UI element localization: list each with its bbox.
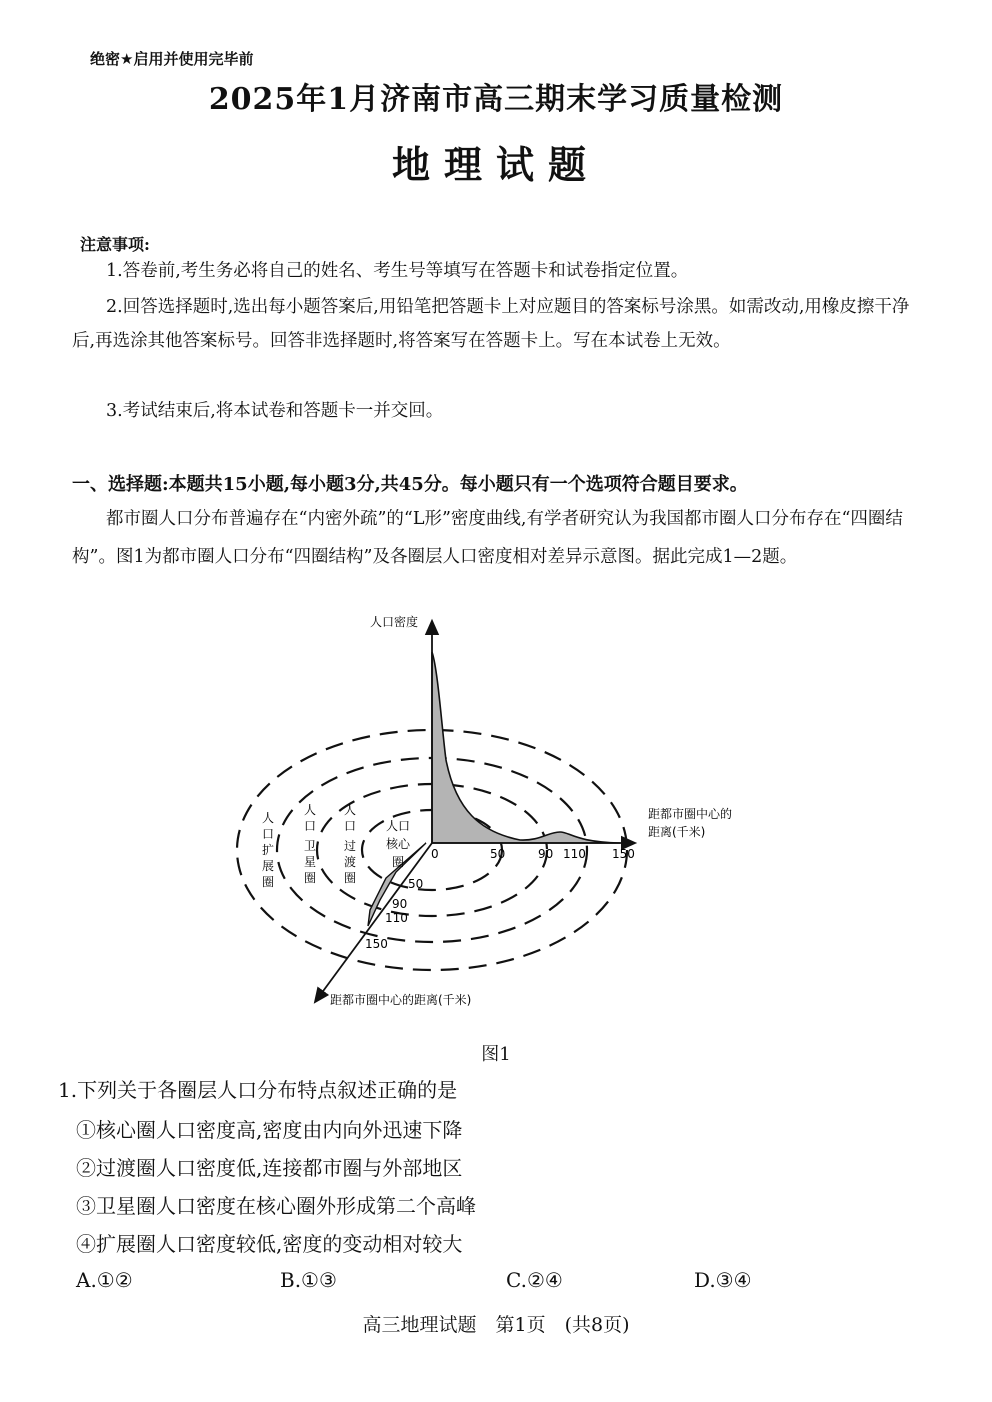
svg-text:圈: 圈 (391, 855, 405, 869)
svg-text:人: 人 (303, 803, 317, 817)
z-axis (318, 843, 432, 998)
choice-a: A.①② (76, 1268, 133, 1292)
question-stem: 1.下列关于各圈层人口分布特点叙述正确的是 (58, 1078, 458, 1102)
x-tick: 0 (431, 847, 439, 861)
svg-text:卫: 卫 (303, 839, 317, 853)
svg-text:人口: 人口 (385, 819, 411, 833)
svg-text:核心: 核心 (385, 837, 411, 851)
section-title: 一、选择题:本题共15小题,每小题3分,共45分。每小题只有一个选项符合题目要求。 (72, 474, 748, 495)
figure-1-diagram (220, 610, 780, 1022)
statement-2: ②过渡圈人口密度低,连接都市圈与外部地区 (76, 1156, 463, 1180)
x-tick: 110 (563, 847, 586, 861)
x-axis-label-2: 距离(千米) (648, 825, 706, 839)
page-footer: 高三地理试题 第1页 (共8页) (362, 1314, 630, 1336)
svg-text:圈: 圈 (261, 875, 275, 889)
figure-caption: 图1 (481, 1044, 511, 1065)
choice-b: B.①③ (280, 1268, 337, 1292)
svg-text:展: 展 (261, 859, 275, 873)
x-tick: 50 (490, 847, 506, 861)
choice-d: D.③④ (694, 1268, 752, 1292)
svg-text:渡: 渡 (343, 855, 357, 869)
svg-text:人: 人 (343, 803, 357, 817)
notice-item-1: 1.答卷前,考生务必将自己的姓名、考生号等填写在答题卡和试卷指定位置。 (106, 261, 689, 281)
y-axis-label: 人口密度 (370, 615, 419, 629)
question-intro: 都市圈人口分布普遍存在“内密外疏”的“L形”密度曲线,有学者研究认为我国都市圈人口分布存在“四圈结构”。图1为都市圈人口分布“四圈结构”及各圈层人口密度相对差异示意图。据此完成1—2题。 (72, 509, 903, 567)
svg-text:过: 过 (343, 839, 357, 853)
confidential-label: 绝密★启用并使用完毕前 (90, 50, 254, 68)
notice-item-2: 2.回答选择题时,选出每小题答案后,用铅笔把答题卡上对应题目的答案标号涂黑。如需改动,用橡皮擦干净后,再选涂其他答案标号。回答非选择题时,将答案写在答题卡上。写在本试卷上无效。 (72, 297, 910, 351)
svg-text:圈: 圈 (343, 871, 357, 885)
svg-text:口: 口 (261, 827, 275, 841)
exam-subject: 地理试题 (391, 142, 600, 187)
svg-text:口: 口 (303, 819, 317, 833)
x-tick: 90 (538, 847, 554, 861)
x-ticks (431, 847, 635, 861)
svg-text:星: 星 (303, 855, 317, 869)
svg-text:扩: 扩 (261, 843, 275, 857)
svg-text:圈: 圈 (303, 871, 317, 885)
notice-heading: 注意事项: (80, 235, 150, 254)
ring-label-expansion (262, 811, 274, 889)
x-axis-label-1: 距都市圈中心的 (648, 807, 733, 821)
notice-item-3: 3.考试结束后,将本试卷和答题卡一并交回。 (106, 401, 444, 421)
z-tick: 50 (408, 877, 424, 891)
ring-label-transition (344, 803, 356, 885)
statement-1: ①核心圈人口密度高,密度由内向外迅速下降 (76, 1118, 463, 1142)
exam-title: 2025年1月济南市高三期末学习质量检测 (208, 82, 784, 117)
svg-text:人: 人 (261, 811, 275, 825)
density-curve (432, 652, 620, 843)
x-tick: 150 (612, 847, 635, 861)
ring-label-satellite (304, 803, 316, 885)
statement-3: ③卫星圈人口密度在核心圈外形成第二个高峰 (76, 1194, 476, 1218)
statement-4: ④扩展圈人口密度较低,密度的变动相对较大 (76, 1232, 463, 1256)
choice-c: C.②④ (506, 1268, 563, 1292)
z-tick: 150 (365, 937, 388, 951)
z-tick: 90 (392, 897, 408, 911)
z-axis-label: 距都市圈中心的距离(千米) (330, 993, 472, 1007)
svg-text:口: 口 (343, 819, 357, 833)
z-tick: 110 (385, 911, 408, 925)
